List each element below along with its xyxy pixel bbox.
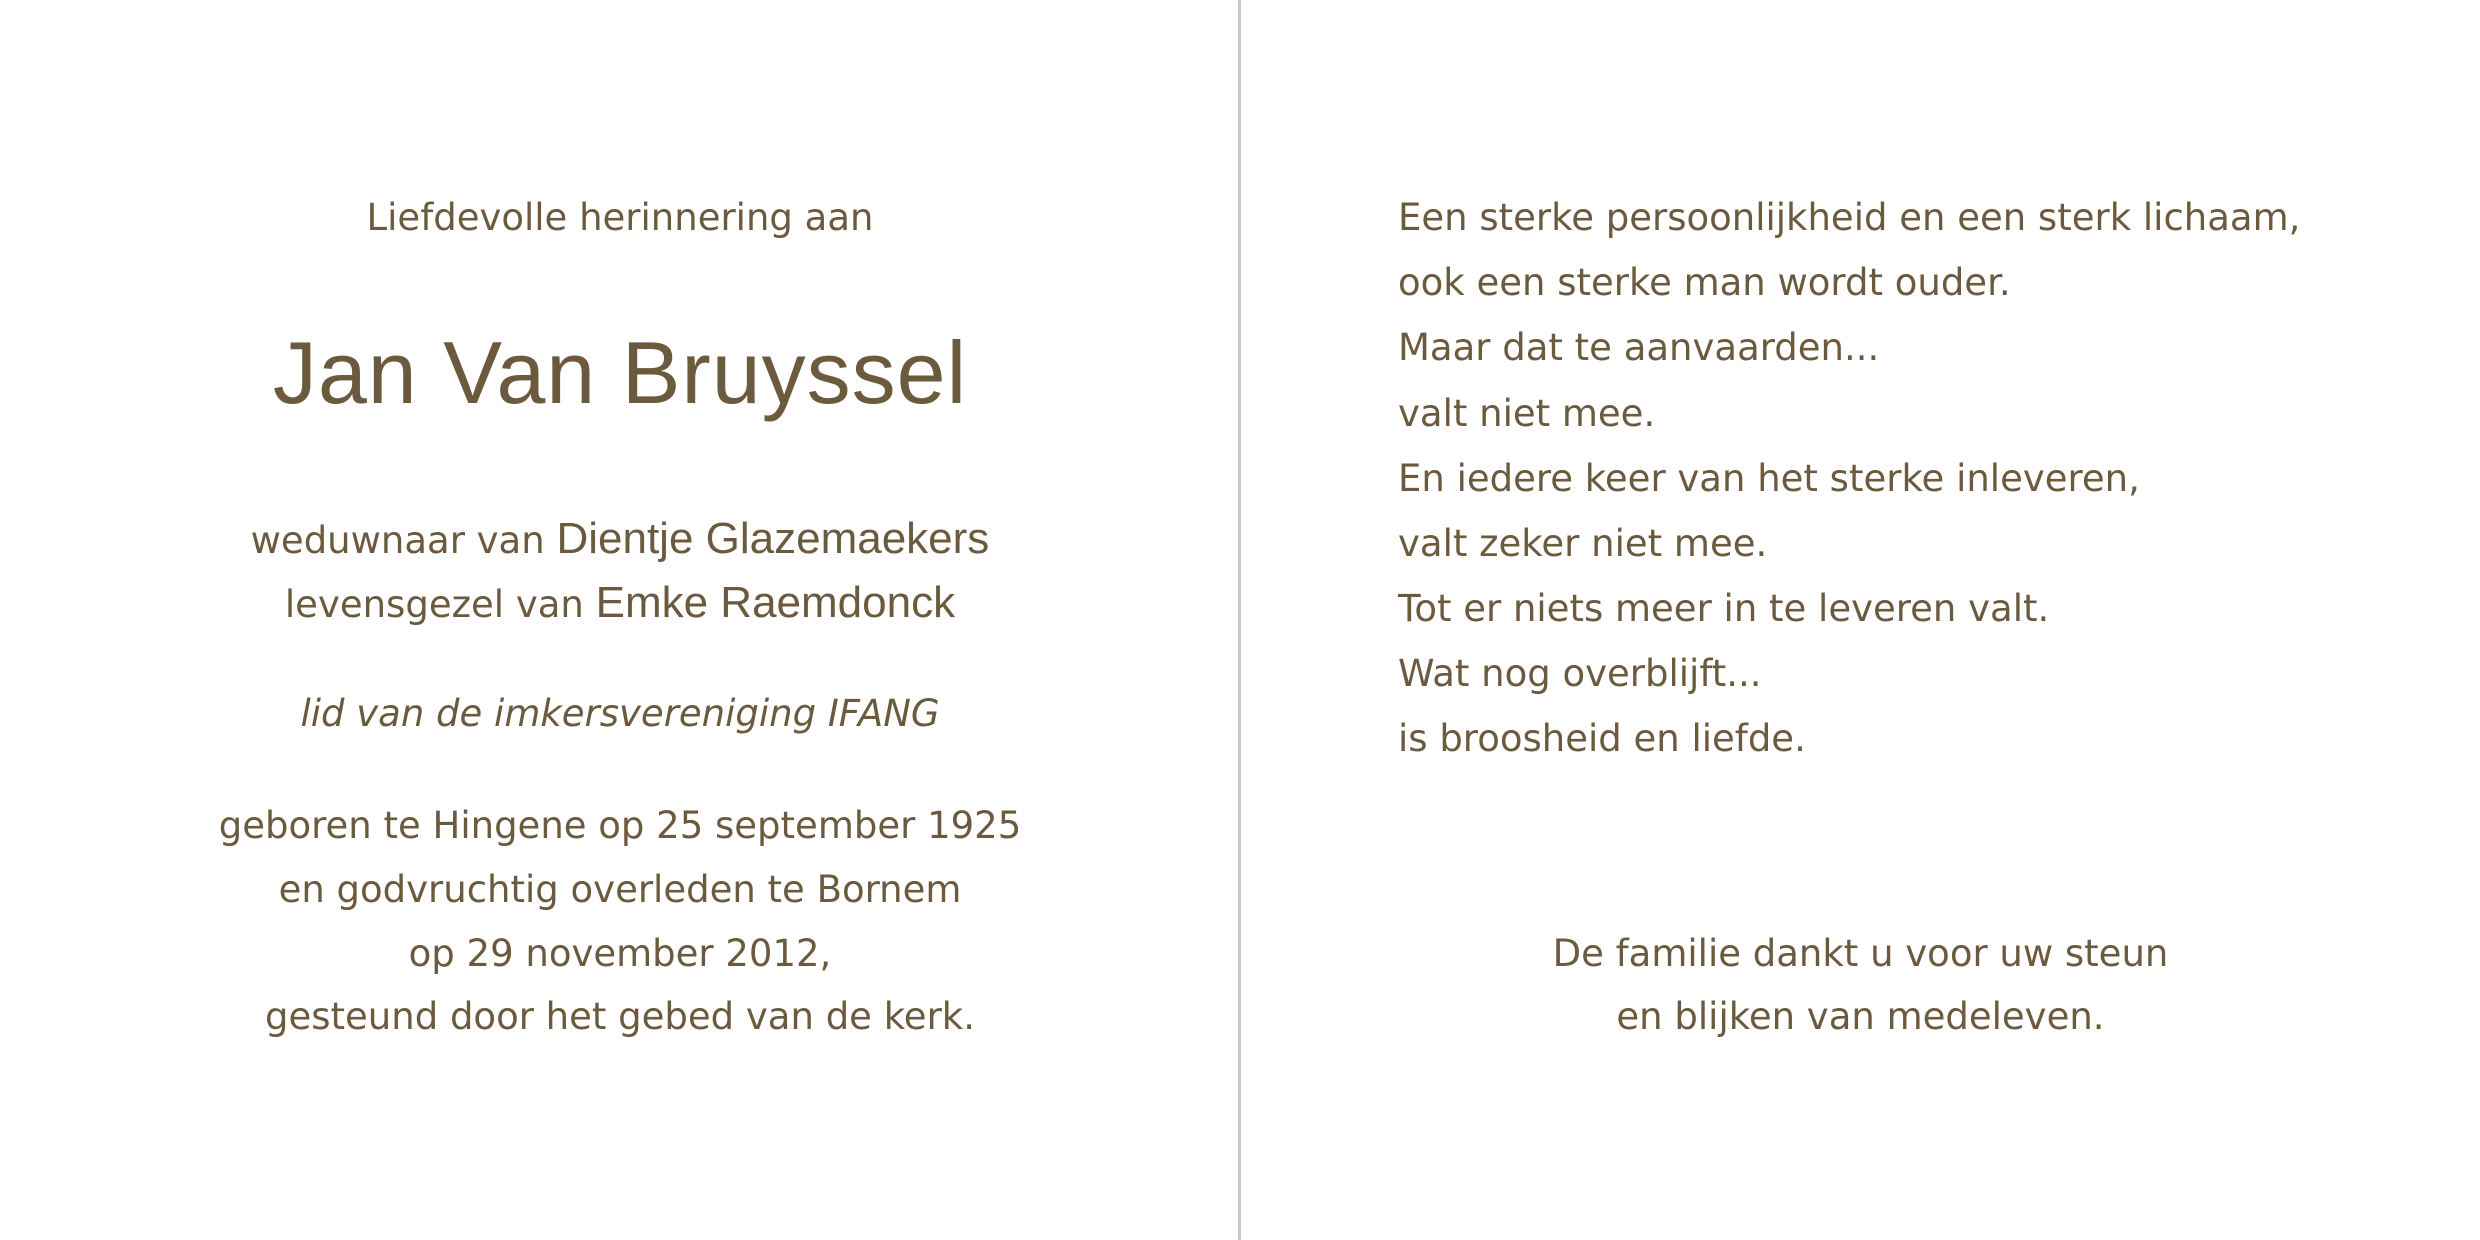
poem-line: Een sterke persoonlijkheid en een sterk lichaam,	[1398, 196, 2301, 239]
relation-prefix: levensgezel van	[284, 583, 584, 626]
poem-line: Tot er niets meer in te leveren valt.	[1398, 587, 2050, 630]
date-line: gesteund door het gebed van de kerk.	[265, 995, 975, 1038]
poem-line: ook een sterke man wordt ouder.	[1398, 261, 2011, 304]
poem-line: valt niet mee.	[1398, 392, 1656, 435]
poem-line: valt zeker niet mee.	[1398, 522, 1768, 565]
poem-line: Wat nog overblijft...	[1398, 652, 1762, 695]
date-line: geboren te Hingene op 25 september 1925	[218, 804, 1022, 847]
relation-person: Emke Raemdonck	[595, 578, 956, 627]
date-line: op 29 november 2012,	[408, 932, 832, 975]
poem-line: Maar dat te aanvaarden...	[1398, 326, 1880, 369]
date-line: en godvruchtig overleden te Bornem	[278, 868, 962, 911]
relation-line-widower	[0, 514, 1240, 564]
thanks-line: De familie dankt u voor uw steun	[1552, 932, 2169, 975]
relation-person: Dientje Glazemaekers	[556, 514, 990, 563]
thanks-line: en blijken van medeleven.	[1616, 995, 2105, 1038]
poem-line: En iedere keer van het sterke inleveren,	[1398, 457, 2140, 500]
relation-prefix: weduwnaar van	[250, 519, 545, 562]
relation-line-partner	[0, 578, 1240, 628]
intro-text: Liefdevolle herinnering aan	[366, 196, 874, 239]
right-page	[1241, 0, 2480, 1240]
deceased-name: Jan Van Bruyssel	[272, 323, 968, 422]
poem-line: is broosheid en liefde.	[1398, 717, 1806, 760]
membership-text: lid van de imkersvereniging IFANG	[300, 692, 940, 735]
